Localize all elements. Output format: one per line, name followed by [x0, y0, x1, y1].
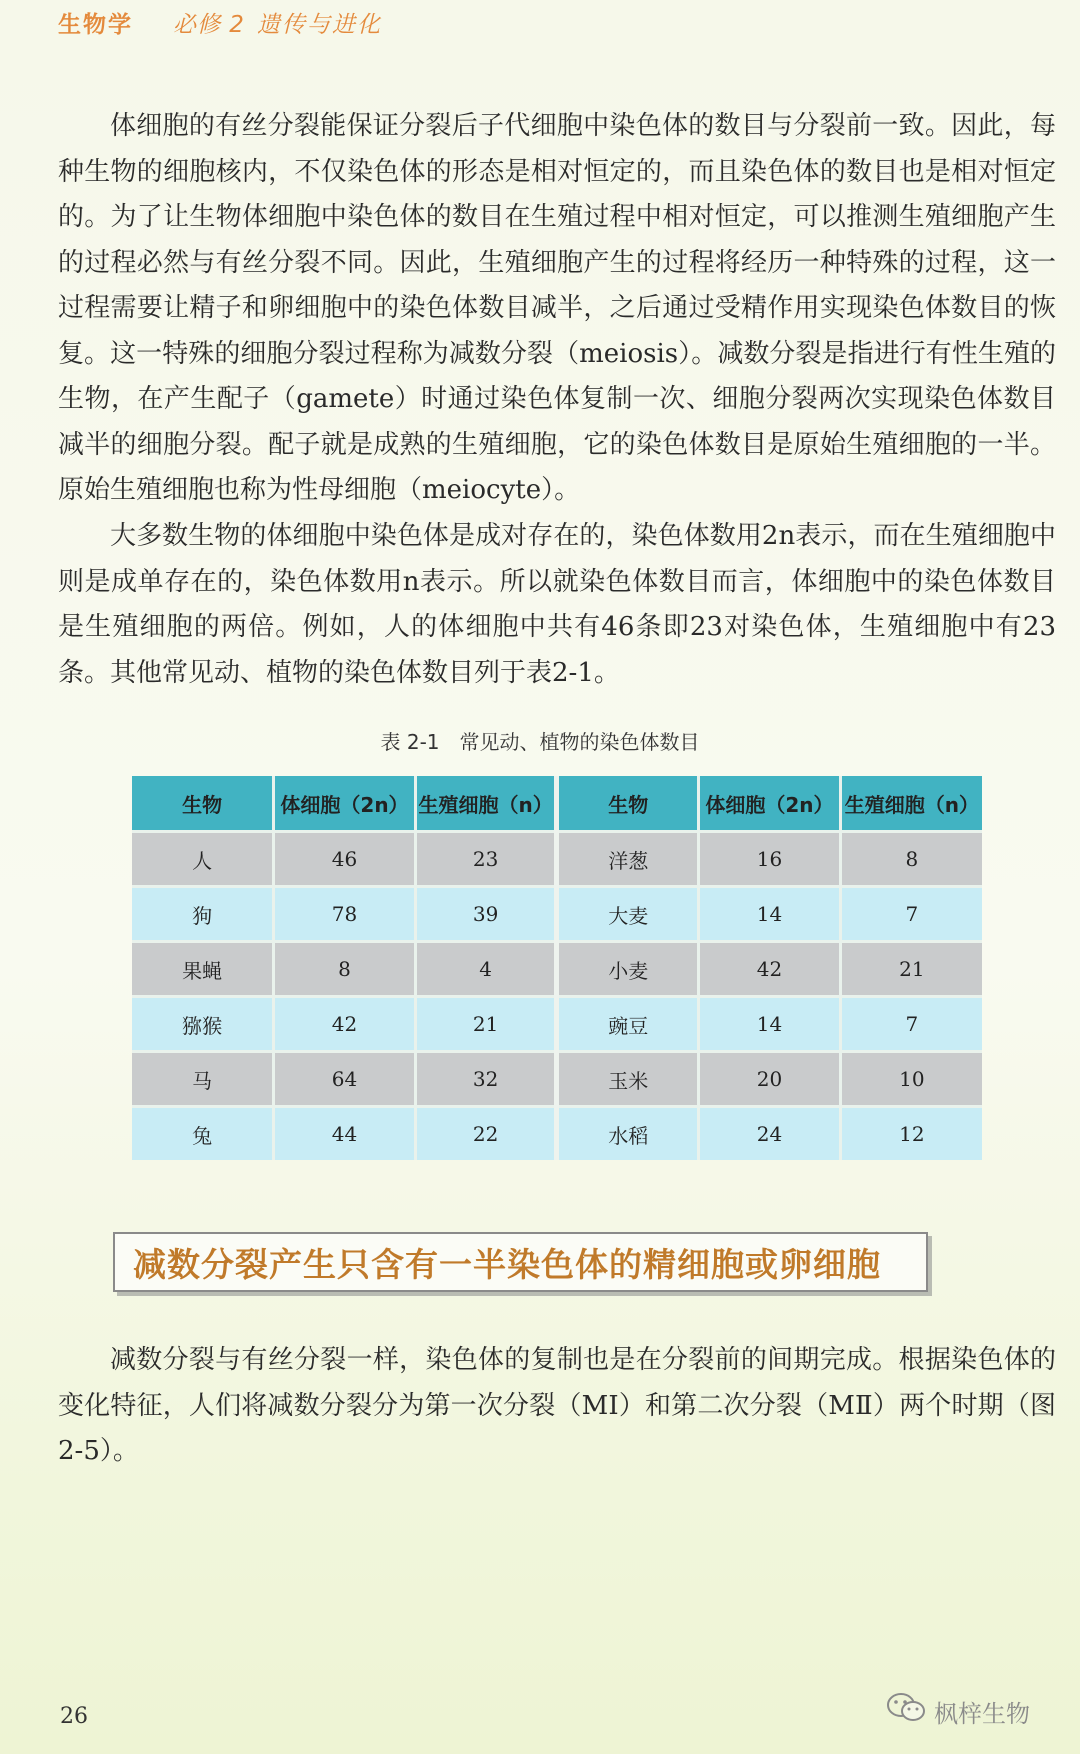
table-row [132, 832, 982, 887]
table-cell: 7 [840, 997, 982, 1052]
table-cell: 马 [132, 1052, 274, 1107]
table-cell: 78 [274, 887, 416, 942]
table-cell: 7 [840, 887, 982, 942]
table-cell: 8 [274, 942, 416, 997]
column-header: 生物 [132, 776, 274, 832]
table-cell: 水稻 [557, 1107, 699, 1161]
table-row [132, 1052, 982, 1107]
table-header-row [132, 776, 982, 832]
table-cell: 16 [699, 832, 841, 887]
table-cell: 小麦 [557, 942, 699, 997]
table-cell: 21 [840, 942, 982, 997]
table-cell: 狗 [132, 887, 274, 942]
table-cell: 32 [415, 1052, 557, 1107]
table-cell: 21 [415, 997, 557, 1052]
table-cell: 39 [415, 887, 557, 942]
table-row [132, 997, 982, 1052]
wechat-icon [886, 1692, 934, 1730]
table-cell: 兔 [132, 1107, 274, 1161]
table-row [132, 1107, 982, 1161]
table-cell: 12 [840, 1107, 982, 1161]
table-cell: 14 [699, 887, 841, 942]
table-cell: 42 [274, 997, 416, 1052]
table-cell: 大麦 [557, 887, 699, 942]
table-caption: 表 2-1 常见动、植物的染色体数目 [380, 730, 700, 754]
table-cell: 人 [132, 832, 274, 887]
table-cell: 44 [274, 1107, 416, 1161]
table-row [132, 942, 982, 997]
watermark [886, 1692, 1030, 1730]
table-row [132, 887, 982, 942]
chromosome-table [132, 776, 982, 1160]
table-cell: 10 [840, 1052, 982, 1107]
paragraph-chromosome-count: 大多数生物的体细胞中染色体是成对存在的，染色体数用2n表示，而在生殖细胞中则是成单存在的，染色体数用n表示。所以就染色体数目而言，体细胞中的染色体数目是生殖细胞的两倍。例如，人的体细胞中共有46条即23对染色体，生殖细胞中有23条。其他常见动、植物的染色体数目列于表2-1。 [58, 521, 1056, 688]
section-title: 减数分裂产生只含有一半染色体的精细胞或卵细胞 [113, 1232, 928, 1292]
paragraph-meiosis-phases: 减数分裂与有丝分裂一样，染色体的复制也是在分裂前的间期完成。根据染色体的变化特征，人们将减数分裂分为第一次分裂（MⅠ）和第二次分裂（MⅡ）两个时期（图2-5）。 [58, 1345, 1056, 1466]
table-cell: 4 [415, 942, 557, 997]
table-cell: 8 [840, 832, 982, 887]
column-header: 体细胞（2n） [274, 776, 416, 832]
table-cell: 46 [274, 832, 416, 887]
header-book: 遗传与进化 [256, 12, 382, 38]
column-header: 体细胞（2n） [699, 776, 841, 832]
table-cell: 玉米 [557, 1052, 699, 1107]
header-subject: 生物学 [58, 12, 133, 38]
table-cell: 23 [415, 832, 557, 887]
table-cell: 22 [415, 1107, 557, 1161]
header-volume: 必修 2 [173, 12, 245, 38]
table-cell: 猕猴 [132, 997, 274, 1052]
table-cell: 豌豆 [557, 997, 699, 1052]
table-cell: 14 [699, 997, 841, 1052]
table-cell: 20 [699, 1052, 841, 1107]
paragraph-meiosis-intro: 体细胞的有丝分裂能保证分裂后子代细胞中染色体的数目与分裂前一致。因此，每种生物的细胞核内，不仅染色体的形态是相对恒定的，而且染色体的数目也是相对恒定的。为了让生物体细胞中染色体的数目在生殖过程中相对恒定，可以推测生殖细胞产生的过程必然与有丝分裂不同。因此，生殖细胞产生的过程将经历一种特殊的过程，这一过程需要让精子和卵细胞中的染色体数目减半，之后通过受精作用实现染色体数目的恢复。这一特殊的细胞分裂过程称为减数分裂（meiosis）。减数分裂是指进行有性生殖的生物，在产生配子（gamete）时通过染色体复制一次、细胞分裂两次实现染色体数目减半的细胞分裂。配子就是成熟的生殖细胞，它的染色体数目是原始生殖细胞的一半。原始生殖细胞也称为性母细胞（meiocyte）。 [58, 111, 1056, 505]
running-header [58, 6, 382, 39]
table-cell: 42 [699, 942, 841, 997]
column-header: 生殖细胞（n） [840, 776, 982, 832]
column-header: 生物 [557, 776, 699, 832]
page-number: 26 [60, 1704, 88, 1729]
table-cell: 果蝇 [132, 942, 274, 997]
table-cell: 24 [699, 1107, 841, 1161]
column-header: 生殖细胞（n） [415, 776, 557, 832]
table-cell: 洋葱 [557, 832, 699, 887]
table-cell: 64 [274, 1052, 416, 1107]
watermark-text: 枫梓生物 [934, 1699, 1030, 1728]
